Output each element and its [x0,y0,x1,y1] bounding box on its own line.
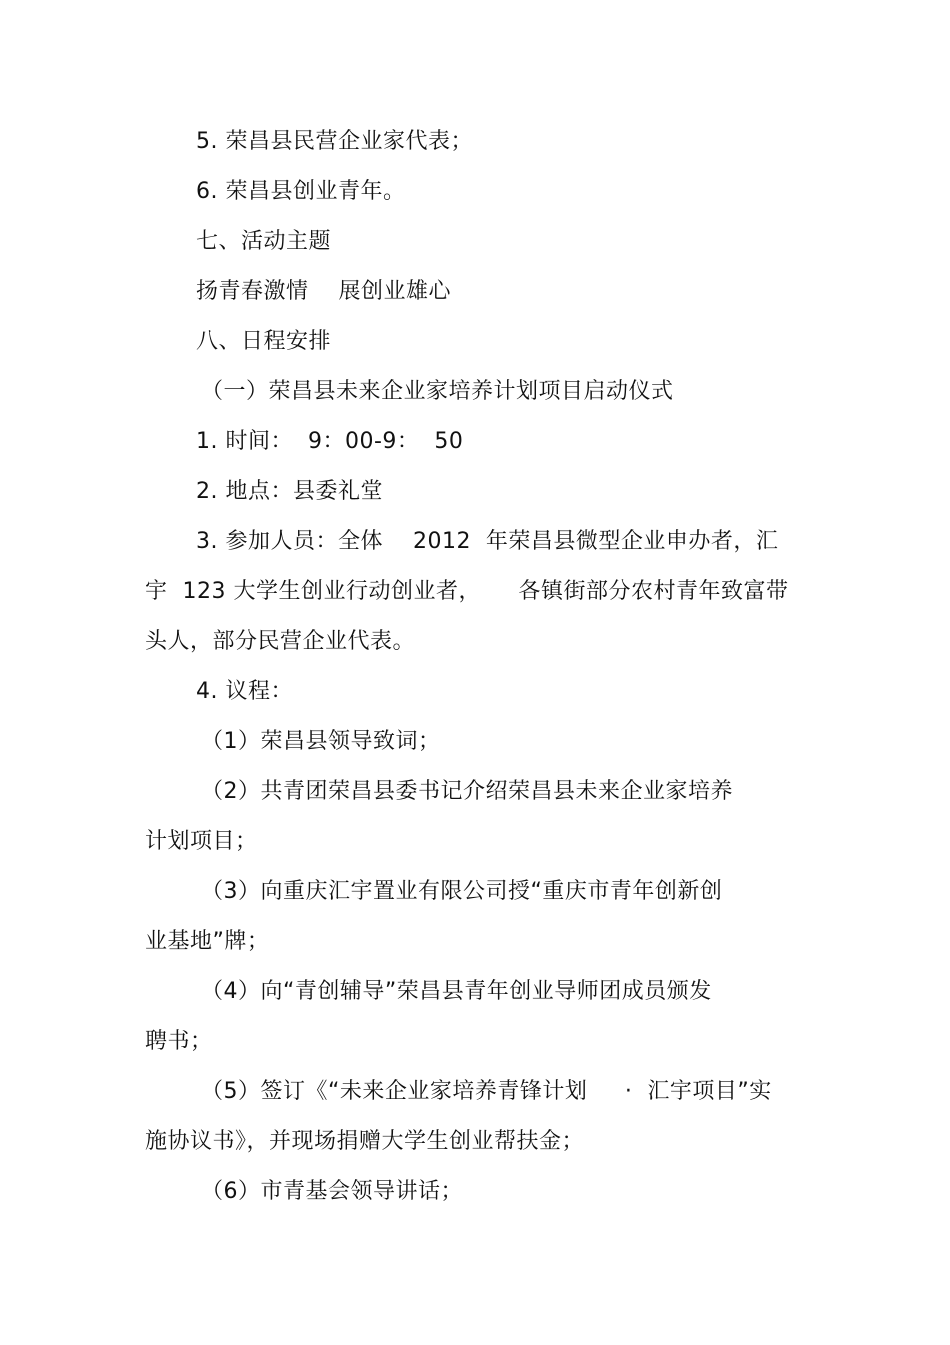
text-line: 宇 123 大学生创业行动创业者， 各镇街部分农村青年致富带 [145,579,789,604]
agenda-item-continuation: 计划项目； [145,829,258,854]
text-line: 扬青春激情 展创业雄心 [196,279,451,304]
agenda-item-continuation: 业基地”牌； [145,929,270,954]
text-line: 1. 时间： 9：00-9： 50 [196,429,464,454]
text-line: 5. 荣昌县民营企业家代表； [196,129,473,154]
section-heading: 七、活动主题 [196,229,332,254]
text-line: 4. 议程： [196,679,293,704]
text-line: 2. 地点：县委礼堂 [196,479,383,504]
agenda-item: （5）签订《“未来企业家培养青锋计划 · 汇宇项目”实 [201,1079,772,1104]
section-heading: 八、日程安排 [196,329,332,354]
agenda-item: （4）向“青创辅导”荣昌县青年创业导师团成员颁发 [201,979,712,1004]
agenda-item-continuation: 聘书； [145,1029,213,1054]
agenda-item-continuation: 施协议书》，并现场捐赠大学生创业帮扶金； [145,1129,585,1154]
text-line: 3. 参加人员：全体 2012 年荣昌县微型企业申办者，汇 [196,529,779,554]
agenda-item: （1）荣昌县领导致词； [201,729,441,754]
text-line: 6. 荣昌县创业青年。 [196,179,406,204]
text-line: 头人，部分民营企业代表。 [145,629,416,654]
agenda-item: （2）共青团荣昌县委书记介绍荣昌县未来企业家培养 [201,779,733,804]
agenda-item: （3）向重庆汇宇置业有限公司授“重庆市青年创新创 [201,879,723,904]
agenda-item: （6）市青基会领导讲话； [201,1179,463,1204]
subsection-heading: （一）荣昌县未来企业家培养计划项目启动仪式 [201,379,674,404]
